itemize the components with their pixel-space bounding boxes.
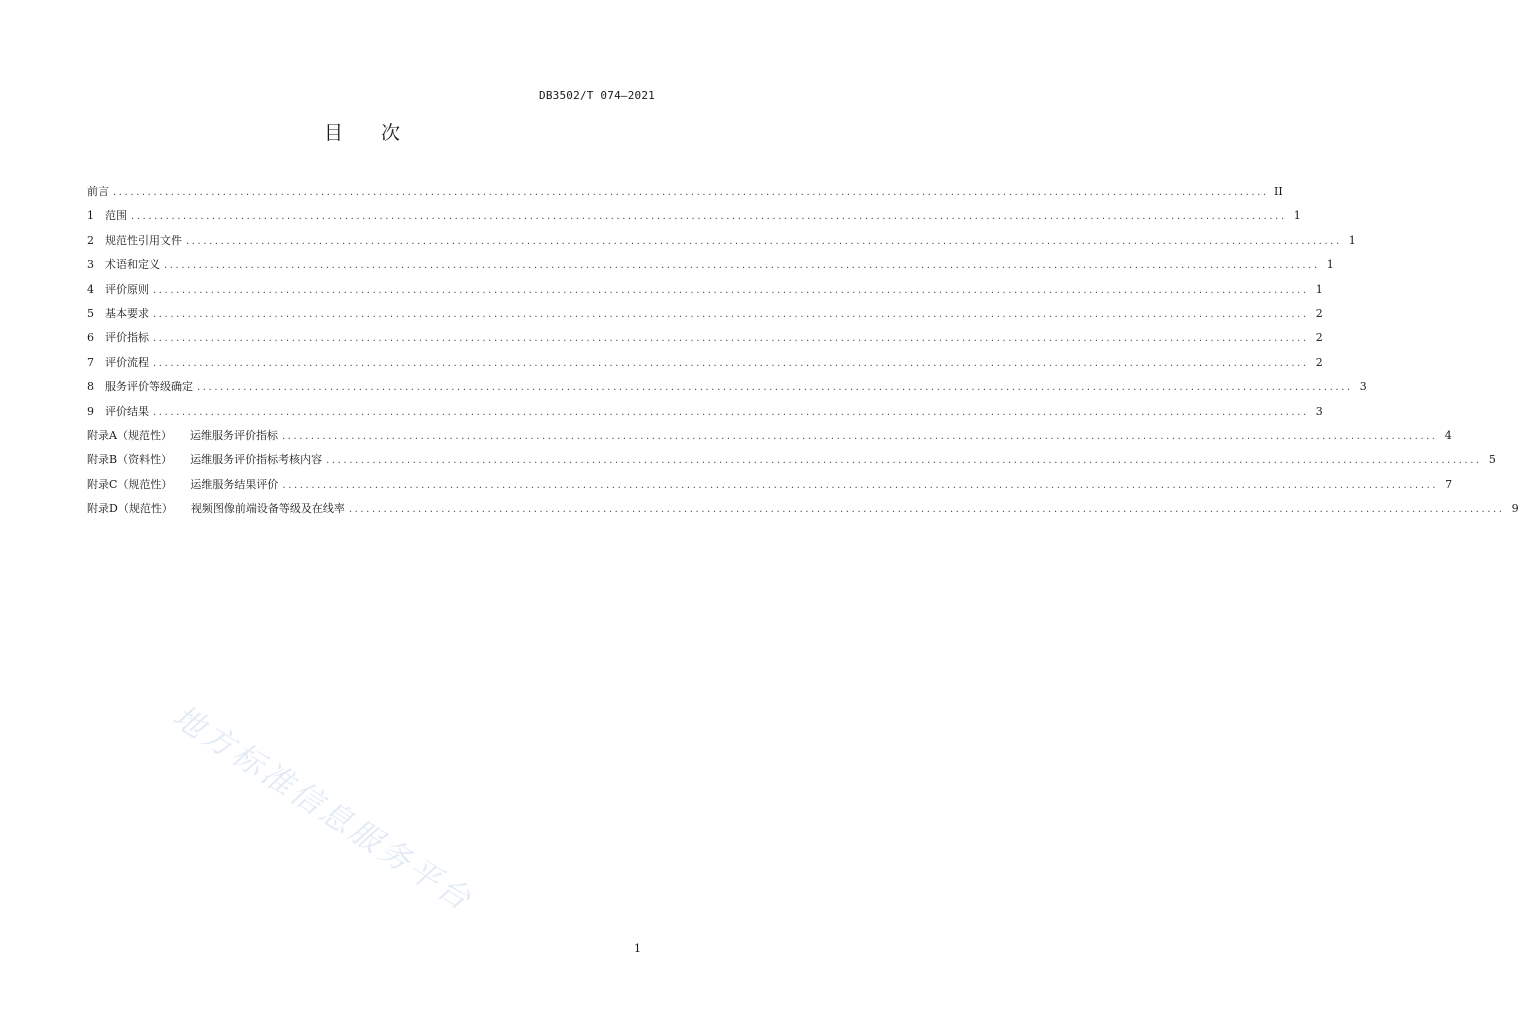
title-char-1: 目 xyxy=(323,122,343,144)
toc-page-number: 3 xyxy=(1315,404,1323,418)
toc-page-number: 2 xyxy=(1315,331,1323,345)
toc-page-number: 1 xyxy=(1293,209,1301,223)
toc-leader-dots: ........................................................................................................................................................................................................ xyxy=(153,357,1309,369)
toc-label: 评价指标 xyxy=(105,331,149,345)
toc-leader-dots: ........................................................................................................................................................................................................ xyxy=(153,333,1309,345)
toc-entry-annex-a[interactable] xyxy=(87,424,1452,448)
toc-label: 前言 xyxy=(87,185,109,198)
toc-annex-title: 运维服务结果评价 xyxy=(190,477,279,491)
toc-number: 5 xyxy=(87,306,94,320)
toc-number: 3 xyxy=(87,258,94,272)
toc-page-number: 2 xyxy=(1315,306,1323,320)
toc-annex-label: 附录A（规范性） xyxy=(87,428,172,442)
toc-label: 规范性引用文件 xyxy=(105,233,182,247)
toc-page-number: 2 xyxy=(1315,355,1323,369)
toc-entry-evaluation-principles[interactable] xyxy=(87,278,1323,302)
toc-leader-dots: ........................................................................................................................................................................................................ xyxy=(282,479,1439,491)
toc-entry-evaluation-results[interactable] xyxy=(87,400,1323,424)
toc-number: 9 xyxy=(87,404,94,418)
toc-entry-evaluation-indicators[interactable] xyxy=(87,326,1323,350)
toc-annex-title: 运维服务评价指标 xyxy=(189,428,278,442)
toc-label: 范围 xyxy=(105,209,127,223)
toc-entry-annex-c[interactable] xyxy=(87,473,1453,497)
toc-number: 2 xyxy=(87,233,94,247)
toc-page-number: 7 xyxy=(1445,477,1453,491)
toc-page-number: 4 xyxy=(1444,428,1452,442)
toc-annex-label: 附录C（规范性） xyxy=(87,477,173,491)
toc-label: 术语和定义 xyxy=(105,258,160,272)
toc-leader-dots: ........................................................................................................................................................................................................ xyxy=(281,430,1438,442)
toc-leader-dots: ........................................................................................................................................................................................................ xyxy=(197,382,1353,394)
toc-number: 4 xyxy=(87,282,94,296)
toc-leader-dots: ........................................................................................................................................................................................................ xyxy=(153,284,1309,296)
toc-number: 8 xyxy=(87,380,94,394)
toc-annex-label: 附录D（规范性） xyxy=(87,502,173,516)
toc-leader-dots: ........................................................................................................................................................................................................ xyxy=(153,406,1309,418)
toc-entry-basic-requirements[interactable] xyxy=(87,302,1323,326)
toc-label: 评价流程 xyxy=(105,355,149,369)
toc-leader-dots: ........................................................................................................................................................................................................ xyxy=(164,260,1320,272)
title-char-2: 次 xyxy=(381,122,401,144)
toc-entry-annex-d[interactable] xyxy=(87,497,1519,521)
toc-leader-dots: ........................................................................................................................................................................................................ xyxy=(186,235,1342,247)
toc-entry-grade-determination[interactable] xyxy=(87,375,1367,399)
toc-page-number: 5 xyxy=(1488,453,1496,467)
document-code: DB3502/T 074—2021 xyxy=(539,89,655,102)
toc-number: 1 xyxy=(87,209,94,223)
toc-label: 服务评价等级确定 xyxy=(105,380,193,394)
toc-page-number: II xyxy=(1274,185,1283,198)
toc-page-number: 3 xyxy=(1359,380,1367,394)
toc-page-number: 1 xyxy=(1315,282,1323,296)
toc-annex-label: 附录B（资料性） xyxy=(87,453,173,467)
toc-page-number: 1 xyxy=(1326,258,1334,272)
toc-entry-annex-b[interactable] xyxy=(87,448,1496,472)
toc-leader-dots: ........................................................................................................................................................................................................ xyxy=(113,187,1269,198)
toc-leader-dots: ........................................................................................................................................................................................................ xyxy=(153,308,1309,320)
page-title xyxy=(0,118,724,145)
toc-label: 基本要求 xyxy=(105,306,149,320)
toc-entry-evaluation-process[interactable] xyxy=(87,351,1323,375)
toc-label: 评价结果 xyxy=(105,404,149,418)
toc-entry-normative-references[interactable] xyxy=(87,229,1356,253)
toc-number: 7 xyxy=(87,355,94,369)
toc-page-number: 1 xyxy=(1348,233,1356,247)
table-of-contents xyxy=(87,180,1519,521)
page-footer-number: 1 xyxy=(634,942,641,955)
toc-page-number: 9 xyxy=(1511,502,1519,516)
toc-number: 6 xyxy=(87,331,94,345)
toc-annex-title: 视频图像前端设备等级及在线率 xyxy=(190,502,345,516)
toc-leader-dots: ........................................................................................................................................................................................................ xyxy=(131,211,1287,223)
toc-leader-dots: ........................................................................................................................................................................................................ xyxy=(326,455,1482,467)
toc-entry-foreword[interactable] xyxy=(87,180,1283,204)
toc-entry-terms-definitions[interactable] xyxy=(87,253,1334,277)
toc-leader-dots: ........................................................................................................................................................................................................ xyxy=(348,504,1505,516)
toc-label: 评价原则 xyxy=(105,282,149,296)
toc-annex-title: 运维服务评价指标考核内容 xyxy=(190,453,323,467)
watermark: 地方标准信息服务平台 xyxy=(166,698,480,920)
toc-entry-scope[interactable] xyxy=(87,204,1301,228)
